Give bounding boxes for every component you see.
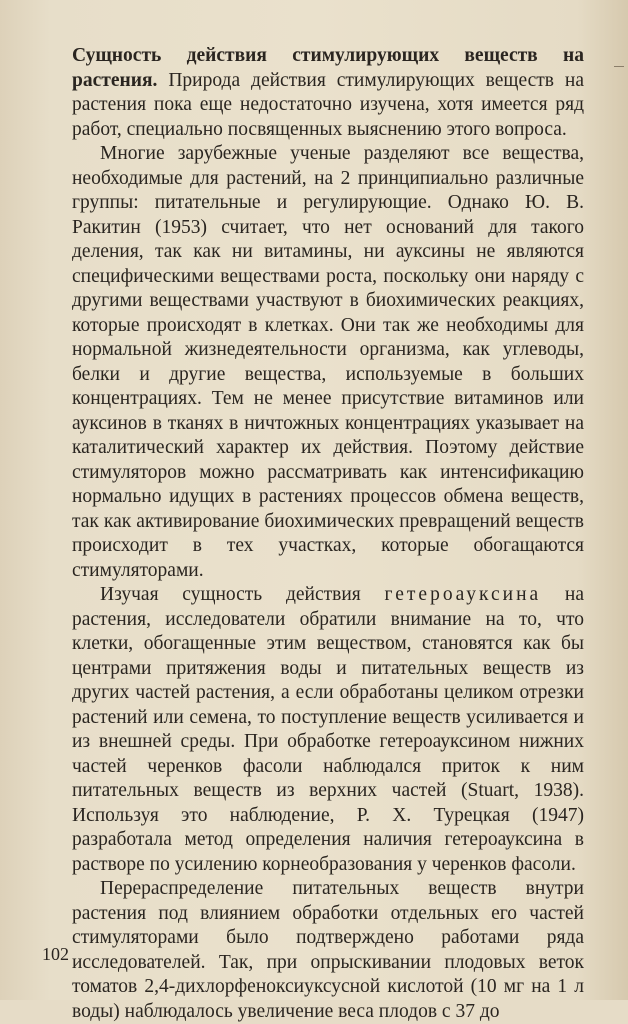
paragraph-3	[72, 583, 584, 877]
paragraph-1-text: Природа действия стимулирующих веществ на растения пока еще недостаточно изучена, хотя имеется ряд работ, специально посвященных выяснению этого вопроса.	[72, 69, 584, 140]
page-number: 102	[42, 944, 69, 964]
margin-mark	[614, 66, 624, 67]
paragraph-1	[72, 44, 584, 142]
paragraph-2	[72, 142, 584, 583]
section-heading: Сущность действия стимулирующих веществ на растения.	[72, 45, 584, 91]
paragraph-3-text-before: Изучая сущность действия	[100, 584, 385, 605]
paragraph-4-text: Перераспределение питательных веществ внутри растения под влиянием обработки отдельных его частей стимуляторами было подтверждено работами ряда исследователей. Так, при опрыскивании плодовых веток томатов 2,4-дихлорфеноксиуксусной кислотой (10 мг на 1 л воды) наблюдалось увеличение веса плодов с 37 до	[72, 878, 584, 1022]
body-text	[72, 44, 584, 1024]
spaced-term: гетероауксина	[384, 584, 542, 605]
paragraph-2-text: Многие зарубежные ученые разделяют все вещества, необходимые для растений, на 2 принципиально различные группы: питательные и регулирующие. Однако Ю. В. Ракитин (1953) считает, что нет оснований для такого деления, так как ни витамины, ни ауксины не являются специфическими веществами роста, поскольку они наряду с другими веществами участвуют в биохимических реакциях, которые происходят в клетках. Они так же необходимы для нормальной жизнедеятельности организма, как углеводы, белки и другие вещества, используемые в больших концентрациях. Тем не менее присутствие витаминов или ауксинов в тканях в ничтожных концентрациях указывает на каталитический характер их действия. Поэтому действие стимуляторов можно рассматривать как интенсификацию нормально идущих в растениях процессов обмена веществ, так как активирование биохимических превращений веществ происходит в тех участках, которые обогащаются стимуляторами.	[72, 143, 584, 581]
paragraph-3-text-after: на растения, исследователи обратили внимание на то, что клетки, обогащенные этим веществом, становятся как бы центрами притяжения воды и питательных веществ из других частей растения, а если обработаны целиком отрезки растений или семена, то поступление веществ усиливается и из внешней среды. При обработке гетероауксином нижних частей черенков фасоли наблюдался приток к ним питательных веществ из верхних частей (Stuart, 1938). Используя это наблюдение, Р. Х. Турецкая (1947) разработала метод определения наличия гетероауксина в растворе по усилению корнеобразования у черенков фасоли.	[72, 584, 585, 875]
paragraph-4	[72, 877, 584, 1024]
